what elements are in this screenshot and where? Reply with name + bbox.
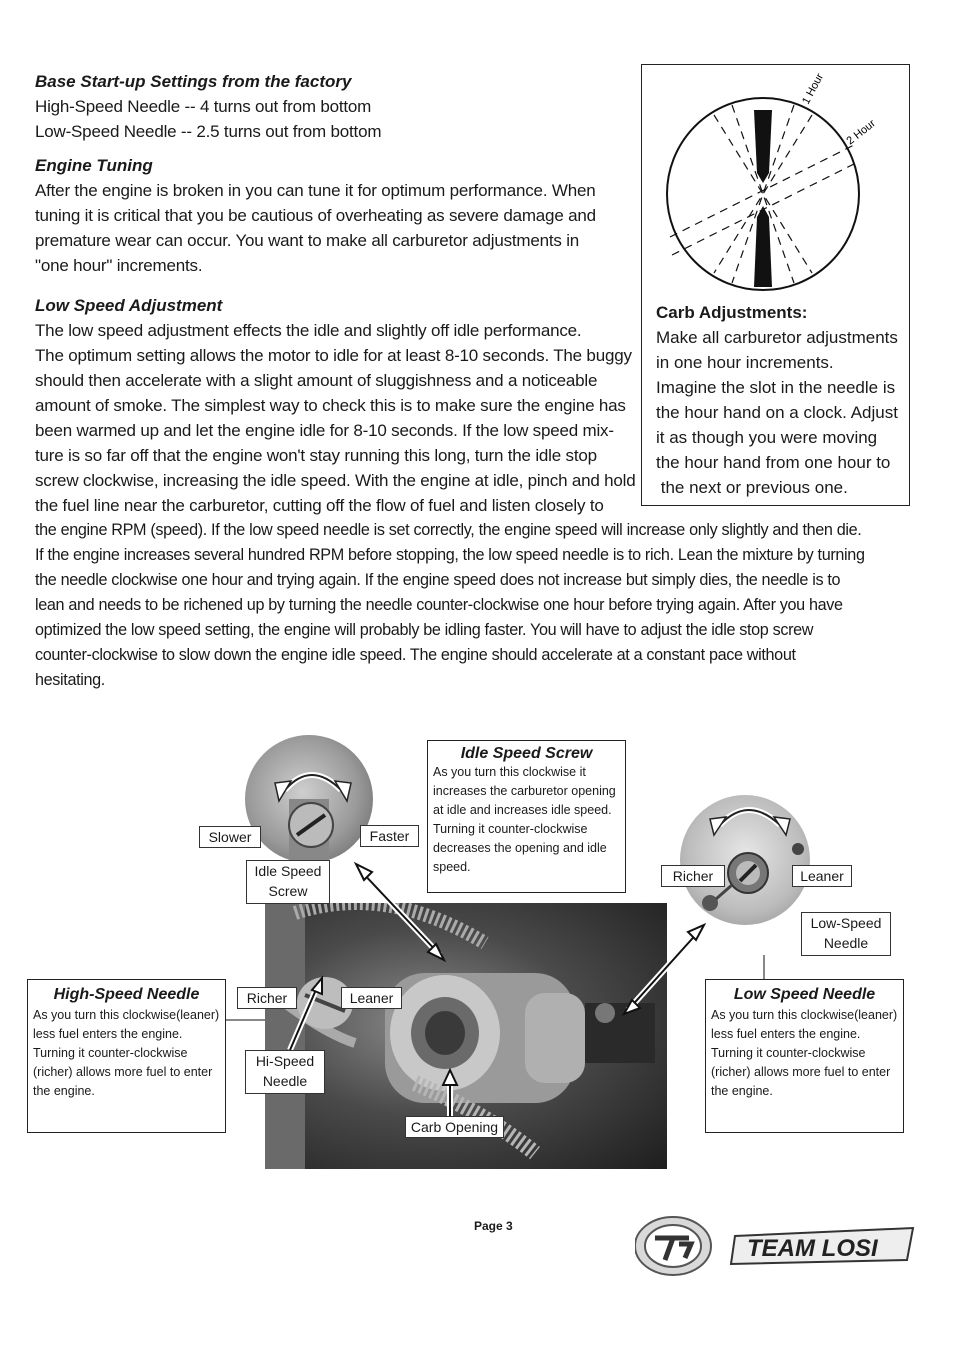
high-callout-title: High-Speed Needle [53, 986, 200, 1003]
carb-line: in one hour increments. [656, 353, 834, 372]
low-speed-line: lean and needs to be richened up by turning the needle counter-clockwise one hour before trying again. After you have [35, 596, 843, 614]
idle-callout-line: Turning it counter-clockwise [433, 822, 588, 836]
base-setting-line: Low-Speed Needle -- 2.5 turns out from bottom [35, 122, 382, 141]
low-callout-title: Low Speed Needle [733, 986, 876, 1003]
low-speed-line: The low speed adjustment effects the idle and slightly off idle performance. [35, 321, 582, 340]
idle-callout-line: speed. [433, 860, 471, 874]
carb-line: the next or previous one. [656, 478, 848, 497]
low-speed-line: been warmed up and let the engine idle for 8-10 seconds. If the low speed mix- [35, 421, 614, 440]
label-low-speed-needle [801, 912, 891, 956]
label-richer-low: Richer [661, 865, 725, 887]
engine-tuning-line: premature wear can occur. You want to make all carburetor adjustments in [35, 231, 580, 250]
low-callout-line: less fuel enters the engine. [711, 1027, 861, 1041]
low-speed-line: If the engine increases several hundred RPM before stopping, the low speed needle is to rich. Lean the mixture by turning [35, 546, 865, 564]
label-richer-high: Richer [237, 987, 297, 1009]
carb-line: Make all carburetor adjustments [656, 328, 898, 347]
high-speed-needle-callout [27, 979, 226, 1133]
low-speed-line: the needle clockwise one hour and trying again. If the engine speed does not increase but simply dies, the needle is to [35, 571, 841, 589]
team-losi-logo-icon [635, 1214, 925, 1276]
engine-tuning-heading: Engine Tuning [35, 156, 153, 175]
carb-line: it as though you were moving [656, 428, 878, 447]
base-settings-heading: Base Start-up Settings from the factory [35, 72, 352, 91]
carb-line: Imagine the slot in the needle is [656, 378, 896, 397]
idle-speed-screw-callout [427, 740, 626, 893]
label-screw-line: Screw [268, 883, 308, 899]
low-callout-line: Turning it counter-clockwise [711, 1046, 866, 1060]
high-callout-line: As you turn this clockwise(leaner) [33, 1008, 220, 1022]
label-leaner-low: Leaner [792, 865, 852, 887]
label-low-speed-line: Low-Speed [810, 915, 882, 931]
idle-callout-line: decreases the opening and idle [433, 841, 607, 855]
high-callout-line: Turning it counter-clockwise [33, 1046, 188, 1060]
high-callout-line: less fuel enters the engine. [33, 1027, 183, 1041]
dial-label-two-hour: 2 Hour [844, 117, 878, 148]
low-speed-line: screw clockwise, increasing the idle speed. With the engine at idle, pinch and hold [35, 471, 636, 490]
idle-callout-line: at idle and increases idle speed. [433, 803, 612, 817]
low-speed-line: hesitating. [35, 671, 105, 689]
high-callout-line: the engine. [33, 1084, 95, 1098]
label-faster: Faster [360, 825, 419, 847]
label-hi-speed-needle [245, 1050, 325, 1094]
label-idle-speed-line: Idle Speed [254, 863, 322, 879]
low-speed-line: The optimum setting allows the motor to idle for at least 8-10 seconds. The buggy [35, 346, 632, 365]
low-callout-line: the engine. [711, 1084, 773, 1098]
base-setting-line: High-Speed Needle -- 4 turns out from bottom [35, 97, 372, 116]
low-speed-line: counter-clockwise to slow down the engine idle speed. The engine should accelerate at a constant pace without [35, 646, 796, 664]
label-carb-opening: Carb Opening [405, 1116, 504, 1138]
carb-line: the hour hand from one hour to [656, 453, 891, 472]
page-number: Page 3 [474, 1219, 513, 1233]
low-speed-line: optimized the low speed setting, the engine will probably be idling faster. You will have to adjust the idle stop screw [35, 621, 814, 639]
label-leaner-high: Leaner [341, 987, 402, 1009]
low-speed-line: amount of smoke. The simplest way to check this is to make sure the engine has [35, 396, 626, 415]
engine-tuning-line: "one hour" increments. [35, 256, 203, 275]
label-slower: Slower [199, 826, 261, 848]
low-speed-line: should then accelerate with a slight amount of sluggishness and a noticeable [35, 371, 598, 390]
low-speed-line: the fuel line near the carburetor, cutting off the flow of fuel and listen closely to [35, 496, 604, 515]
team-losi-logo-text: TEAM LOSI [747, 1235, 878, 1262]
idle-callout-line: As you turn this clockwise it [433, 765, 586, 779]
idle-callout-line: increases the carburetor opening [433, 784, 616, 798]
dial-label-one-hour: 1 Hour [800, 71, 827, 107]
carb-line: the hour hand on a clock. Adjust [656, 403, 898, 422]
engine-tuning-line: tuning it is critical that you be cautious of overheating as severe damage and [35, 206, 596, 225]
carb-adjustments-heading: Carb Adjustments: [656, 303, 808, 322]
low-callout-line: (richer) allows more fuel to enter [711, 1065, 891, 1079]
low-speed-line: the engine RPM (speed). If the low speed needle is set correctly, the engine speed will increase only slightly and then die. [35, 521, 862, 539]
label-idle-speed-screw [246, 860, 330, 904]
label-needle-line: Needle [262, 1073, 308, 1089]
low-speed-adjustment-heading: Low Speed Adjustment [35, 296, 223, 315]
label-hi-speed-line: Hi-Speed [255, 1053, 315, 1069]
label-needle-line: Needle [823, 935, 869, 951]
low-speed-needle-callout [705, 979, 904, 1133]
low-callout-line: As you turn this clockwise(leaner) [711, 1008, 898, 1022]
low-speed-line: ture is so far off that the engine won't stay running this long, turn the idle stop [35, 446, 597, 465]
engine-tuning-line: After the engine is broken in you can tune it for optimum performance. When [35, 181, 596, 200]
high-callout-line: (richer) allows more fuel to enter [33, 1065, 213, 1079]
idle-callout-title: Idle Speed Screw [460, 745, 593, 762]
